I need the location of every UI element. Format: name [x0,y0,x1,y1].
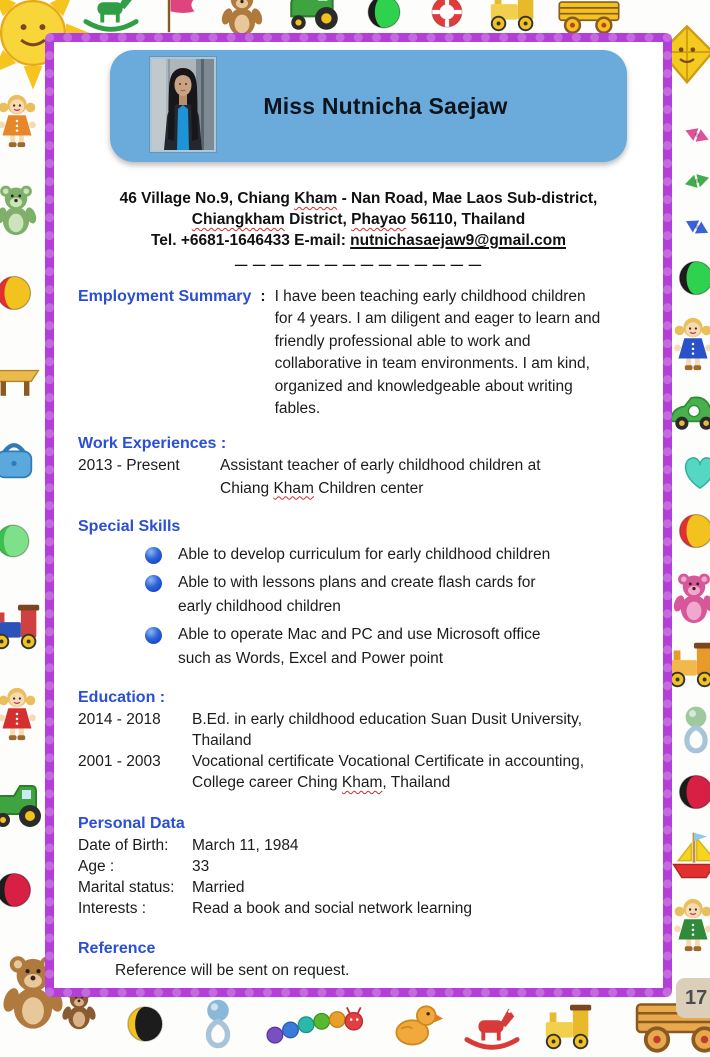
skill-item: Able to with lessons plans and create flash cards for early childhood children [145,571,649,619]
work-period: 2013 - Present [78,457,180,474]
doll-icon [0,685,46,743]
education-description: B.Ed. in early childhood education Suan Dusit University, Thailand [192,711,583,749]
employment-colon: : [260,288,266,305]
race-car-icon [666,384,710,440]
personal-row [78,835,649,856]
bag-icon [0,434,40,486]
resume-page [45,33,672,997]
toy-border-top [82,0,622,37]
toy-wagon-icon [556,0,622,37]
toy-border-bottom [118,997,598,1055]
beach-ball-icon [670,505,710,557]
education-period: 2014 - 2018 [78,711,161,728]
misspelled-word: Kham [294,190,338,207]
section-personal-data [78,813,649,919]
contact-address-line1: 46 Village No.9, Chiang Kham - Nan Road, Mae Laos Sub-district, [119,190,598,207]
work-experience-row [78,455,649,500]
bow-icon [675,113,710,157]
tractor-icon [0,774,48,834]
personal-key: Age : [78,858,115,875]
section-work-experiences [78,433,649,500]
section-special-skills [78,516,649,675]
special-skills-heading: Special Skills [78,518,181,535]
rocking-horse-icon [82,0,140,37]
header-band [110,50,627,162]
beach-ball-icon [0,864,40,916]
personal-row [78,898,649,919]
reference-heading: Reference [78,940,156,957]
beach-ball-icon [118,997,172,1051]
reference-text: Reference will be sent on request. [115,962,350,979]
contact-address-line2: Chiangkham District, Phayao 56110, Thailand [191,211,526,228]
employment-summary-text: I have been teaching early childhood children for 4 years. I am diligent and eager to learn and friendly professional able to work and collaborative in team environments. I am kind, organized and knowledgeable about writing fables. [274,288,601,418]
contact-tel-email [54,230,663,251]
dashed-divider: — — — — — — — — — — — — — — [234,258,483,272]
toy-train-icon [485,0,543,37]
section-education [78,687,649,793]
doll-icon [0,92,46,150]
skill-item: Able to operate Mac and PC and use Microsoft office such as Words, Excel and Power point [145,623,649,671]
beach-ball-icon [0,516,38,566]
rattle-icon [670,704,710,756]
education-period: 2001 - 2003 [78,753,161,770]
employment-summary-heading: Employment Summary [78,288,252,305]
tractor-icon [283,0,345,37]
toy-train-icon [0,597,46,655]
personal-value: March 11, 1984 [192,837,299,854]
beach-ball-icon [359,0,409,37]
work-description: Assistant teacher of early childhood children at Chiang Kham Children center [220,457,541,497]
personal-key: Interests : [78,900,147,917]
personal-data-heading: Personal Data [78,815,185,832]
education-heading: Education : [78,689,166,706]
candidate-name: Miss Nutnicha Saejaw [263,92,508,119]
bullet-ball-icon [145,547,162,564]
bow-icon [676,160,710,202]
personal-value: 33 [192,858,210,875]
education-row [78,709,649,751]
bullet-ball-icon [145,627,162,644]
misspelled-word: Phayao [351,211,407,228]
personal-row [78,856,649,877]
page-number: 17 [685,986,708,1009]
misspelled-word: Kham [273,479,314,497]
section-employment-summary [78,286,649,420]
toy-train-icon [540,997,598,1055]
beach-ball-icon [670,252,710,304]
education-description: Vocational certificate Vocational Certificate in accounting, College career Ching Kham, Thailand [192,753,585,791]
heart-icon [678,450,710,494]
bench-icon [0,349,42,403]
skill-item: Able to develop curriculum for early childhood children [145,543,649,567]
beach-ball-icon [670,766,710,818]
rocking-horse-icon [463,997,521,1055]
beach-ball-icon [0,267,40,319]
personal-key: Date of Birth: [78,837,169,854]
contact-block [54,188,663,276]
flag-icon [153,0,201,37]
teddy-bear-icon [666,568,710,624]
personal-value: Read a book and social network learning [192,900,473,917]
skills-list [145,543,649,671]
personal-value: Married [192,879,245,896]
personal-key: Marital status: [78,879,175,896]
toy-border-left [0,92,50,916]
page-number-tab [676,978,710,1018]
personal-row [78,877,649,898]
teddy-bear-icon [0,180,44,236]
duck-icon [388,997,444,1053]
life-ring-icon [422,0,472,37]
tel-label: Tel. +6681-1646433 E-mail: [150,232,351,249]
teddy-bear-icon [214,0,270,37]
caterpillar-icon [264,997,369,1049]
rattle-icon [191,997,245,1051]
work-experiences-heading: Work Experiences : [78,435,227,452]
misspelled-word: Kham [341,774,383,791]
email-link[interactable]: nutnichasaejaw9@gmail.com [350,232,566,249]
section-reference [78,938,649,982]
bullet-ball-icon [145,575,162,592]
misspelled-word: Chiangkham [191,211,285,228]
bow-icon [674,204,710,250]
sailboat-icon [666,829,710,885]
education-row [78,751,649,793]
